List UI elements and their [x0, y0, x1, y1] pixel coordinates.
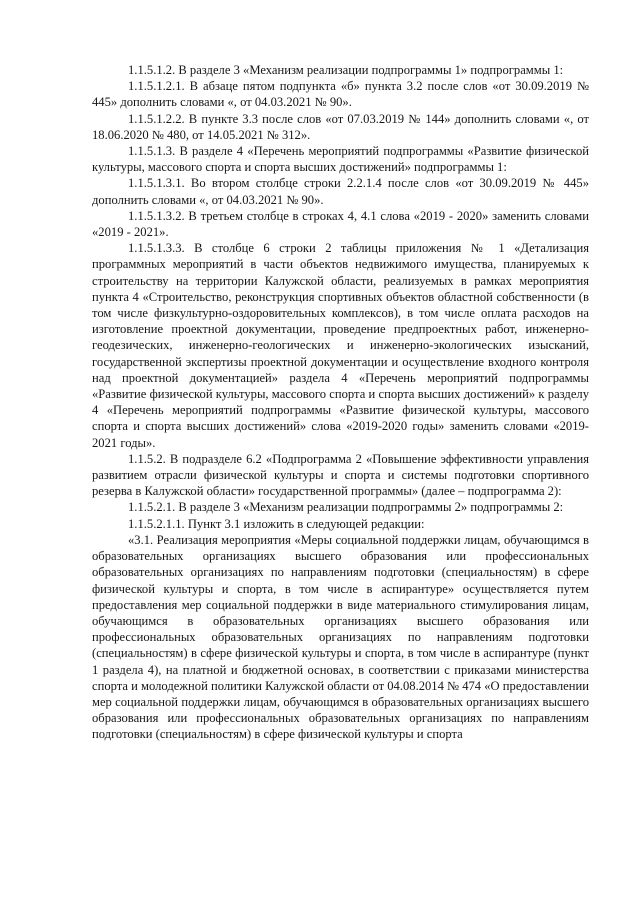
paragraph-1-1-5-2-1-1: 1.1.5.2.1.1. Пункт 3.1 изложить в следующей редакции:: [128, 516, 425, 531]
paragraph-3-1-text: «3.1. Реализация мероприятия «Меры социальной поддержки лицам, обучающимся в образовательных организациях высшего образования или профессиональных образовательных организациях по направлениям подготовки (специальностям) в сфере физической культуры и спорта, в том числе в аспирантуре» осуществляется путем предоставления мер социальной поддержки в виде материального стимулирования лицам, обучающимся в образовательных организациях высшего образования или профессиональных образовательных организациях по направлениям подготовки (специальностям) в сфере физической культуры и спорта, в том числе в аспирантуре (пункт 1 раздела 4), на платной и бюджетной основах, в соответствии с приказами министерства спорта и молодежной политики Калужской области от 04.08.2014 № 474 «О предоставлении мер социальной поддержки лицам, обучающимся в образовательных организациях высшего образования или профессиональных образовательных организациях по направлениям подготовки (специальностям) в сфере физической культуры и спорта: [92, 532, 589, 742]
paragraph-1-1-5-2: 1.1.5.2. В подразделе 6.2 «Подпрограмма 2 «Повышение эффективности управления развитием отрасли физической культуры и спорта и системы подготовки спортивного резерва в Калужской области» государственной программы» (далее – подпрограмма 2):: [92, 451, 589, 499]
paragraph-1-1-5-1-3-1: 1.1.5.1.3.1. Во втором столбце строки 2.2.1.4 после слов «от 30.09.2019 № 445» дополнить словами «, от 04.03.2021 № 90».: [92, 176, 589, 207]
paragraph-1-1-5-1-3: 1.1.5.1.3. В разделе 4 «Перечень мероприятий подпрограммы «Развитие физической культуры, массового спорта и спорта высших достижений» подпрограммы 1:: [92, 144, 589, 175]
document-page: [92, 62, 589, 743]
paragraph-1-1-5-1-2: 1.1.5.1.2. В разделе 3 «Механизм реализации подпрограммы 1» подпрограммы 1:: [128, 63, 564, 77]
paragraph-1-1-5-2-1: 1.1.5.2.1. В разделе 3 «Механизм реализации подпрограммы 2» подпрограммы 2:: [128, 500, 564, 515]
paragraph-1-1-5-1-3-3: 1.1.5.1.3.3. В столбце 6 строки 2 таблицы приложения № 1 «Детализация программных мероприятий в части объектов недвижимого имущества, планируемых к строительству на территории Калужской области, реализуемых в рамках мероприятия пункта 4 «Строительство, реконструкция спортивных объектов областной собственности (в том числе физкультурно-оздоровительных комплексов), в том числе оплата расходов на изготовление проектной документации, проведение предпроектных работ, инженерно-геодезических, инженерно-геологических и инженерно-экологических изысканий, государственной экспертизы проектной документации и осуществление входного контроля над проектной документацией» раздела 4 «Перечень мероприятий подпрограммы «Развитие физической культуры, массового спорта и спорта высших достижений» к разделу 4 «Перечень мероприятий подпрограммы «Развитие физической культуры, массового спорта и спорта высших достижений» слова «2019-2020 годы» заменить словами «2019-2021 годы».: [92, 241, 589, 450]
paragraph-1-1-5-1-3-2: 1.1.5.1.3.2. В третьем столбце в строках 4, 4.1 слова «2019 - 2020» заменить словами «2019 - 2021».: [92, 208, 589, 240]
paragraph-1-1-5-1-2-1: 1.1.5.1.2.1. В абзаце пятом подпункта «б» пункта 3.2 после слов «от 30.09.2019 № 445» дополнить словами «, от 04.03.2021 № 90».: [92, 79, 589, 110]
paragraph-1-1-5-1-2-2: 1.1.5.1.2.2. В пункте 3.3 после слов «от 07.03.2019 № 144» дополнить словами «, от 18.06.2020 № 480, от 14.05.2021 № 312».: [92, 111, 589, 142]
